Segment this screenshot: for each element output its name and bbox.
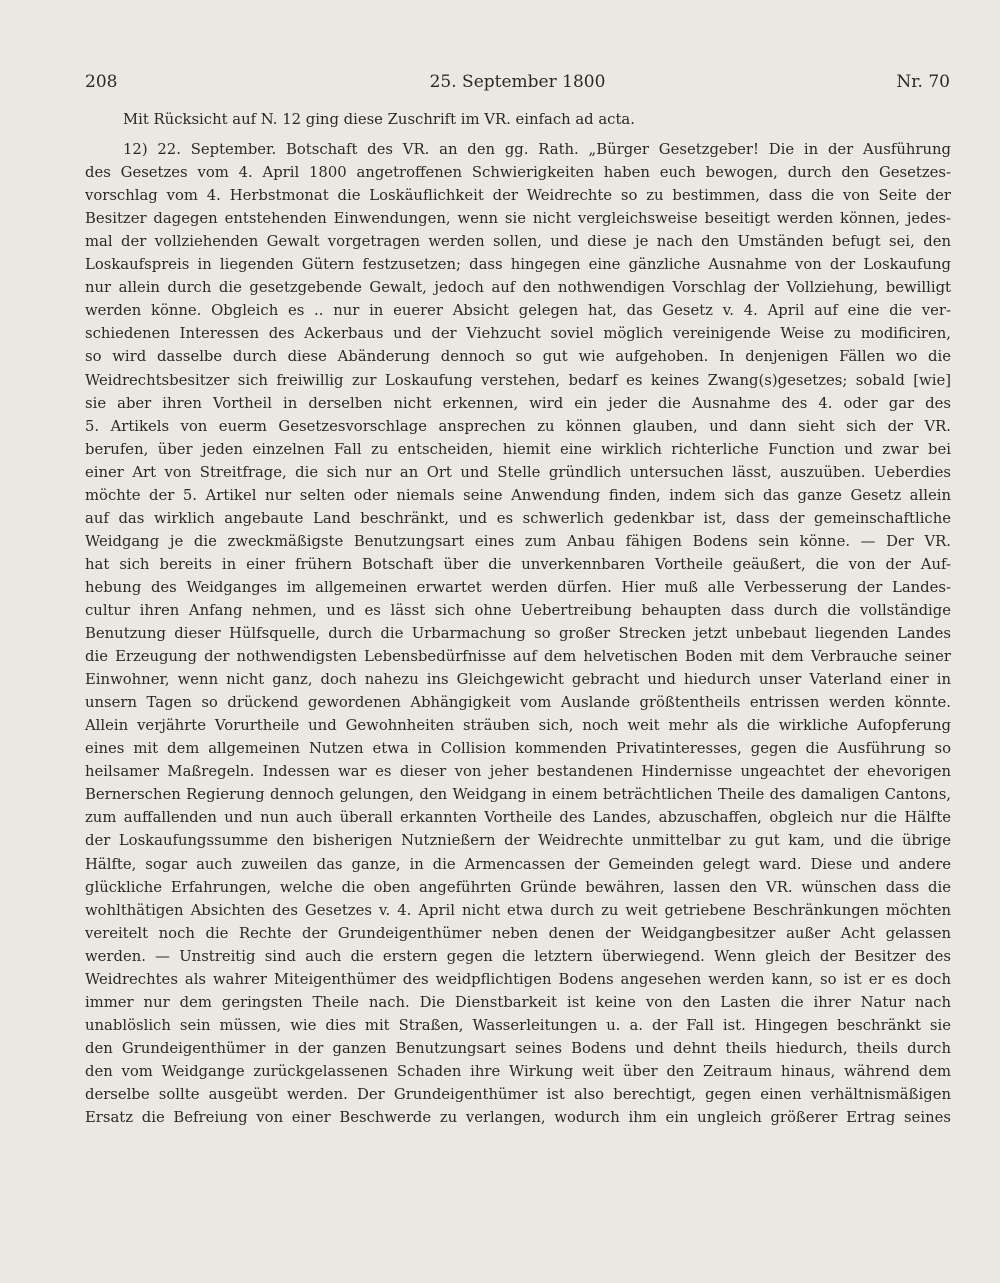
text-line: den Grundeigenthümer in der ganzen Benutzungsart seines Bodens und dehnt theils hiedurch, theils durch xyxy=(85,1039,951,1057)
message-paragraph xyxy=(85,138,951,1129)
text-line: nur allein durch die gesetzgebende Gewalt, jedoch auf den nothwendigen Vorschlag der Vollziehung, bewilligt xyxy=(85,279,951,297)
text-line: 5. Artikels von euerm Gesetzesvorschlage ansprechen zu können glauben, und dann sieht sich der VR. xyxy=(85,417,951,435)
text-line: Benutzung dieser Hülfsquelle, durch die Urbarmachung so großer Strecken jetzt unbebaut liegenden Landes xyxy=(85,625,951,643)
text-line: die Erzeugung der nothwendigsten Lebensbedürfnisse auf dem helvetischen Boden mit dem Verbrauche seiner xyxy=(85,648,951,666)
text-line: immer nur dem geringsten Theile nach. Die Dienstbarkeit ist keine von den Lasten die ihrer Natur nach xyxy=(85,993,951,1011)
intro-paragraph: Mit Rücksicht auf N. 12 ging diese Zuschrift im VR. einfach ad acta. xyxy=(123,111,635,128)
document-body xyxy=(85,108,951,1129)
page-header xyxy=(85,72,950,98)
text-line: Weidrechtes als wahrer Miteigenthümer des weidpflichtigen Bodens angesehen werden kann, so ist er es doch xyxy=(85,970,951,988)
text-line: mal der vollziehenden Gewalt vorgetragen werden sollen, und diese je nach den Umständen befugt sei, den xyxy=(85,233,951,251)
text-line: so wird dasselbe durch diese Abänderung dennoch so gut wie aufgehoben. In denjenigen Fällen wo die xyxy=(85,348,951,366)
text-line: Weidrechtsbesitzer sich freiwillig zur Loskaufung verstehen, bedarf es keines Zwang(s)gesetzes; sobald [wie] xyxy=(85,371,951,389)
text-line: möchte der 5. Artikel nur selten oder niemals seine Anwendung finden, indem sich das ganze Gesetz allein xyxy=(85,486,951,504)
text-line: Einwohner, wenn nicht ganz, doch nahezu ins Gleichgewicht gebracht und hiedurch unser Vaterland einer in xyxy=(85,671,951,689)
text-line: der Loskaufungssumme den bisherigen Nutznießern der Weidrechte unmittelbar zu gut kam, und die übrige xyxy=(85,832,951,850)
paragraph-gap xyxy=(85,131,951,138)
text-line: eines mit dem allgemeinen Nutzen etwa in Collision kommenden Privatinteresses, gegen die Ausführung so xyxy=(85,740,951,758)
text-line: vereitelt noch die Rechte der Grundeigenthümer neben denen der Weidgangbesitzer außer Acht gelassen xyxy=(85,924,951,942)
text-line: vorschlag vom 4. Herbstmonat die Loskäuflichkeit der Weidrechte so zu bestimmen, dass die von Seite der xyxy=(85,187,951,205)
text-line: den vom Weidgange zurückgelassenen Schaden ihre Wirkung weit über den Zeitraum hinaus, während dem xyxy=(85,1062,951,1080)
text-line: heilsamer Maßregeln. Indessen war es dieser von jeher bestandenen Hindernisse ungeachtet der ehevorigen xyxy=(85,763,951,781)
text-line: des Gesetzes vom 4. April 1800 angetroffenen Schwierigkeiten haben euch bewogen, durch den Gesetzes- xyxy=(85,164,951,182)
document-number: Nr. 70 xyxy=(896,72,950,92)
text-line: Besitzer dagegen entstehenden Einwendungen, wenn sie nicht vergleichsweise beseitigt werden können, jedes- xyxy=(85,210,951,228)
text-line: hebung des Weidganges im allgemeinen erwartet werden dürfen. Hier muß alle Verbesserung der Landes- xyxy=(85,578,951,596)
text-line: Allein verjährte Vorurtheile und Gewohnheiten sträuben sich, noch weit mehr als die wirkliche Aufopferung xyxy=(85,717,951,735)
text-line: zum auffallenden und nun auch überall erkannten Vortheile des Landes, abzuschaffen, obgleich nur die Hälfte xyxy=(85,809,951,827)
text-line: derselbe sollte ausgeübt werden. Der Grundeigenthümer ist also berechtigt, gegen einen verhältnismäßigen xyxy=(85,1085,951,1103)
text-line: glückliche Erfahrungen, welche die oben angeführten Gründe bewähren, lassen den VR. wünschen dass die xyxy=(85,878,951,896)
text-line: Weidgang je die zweckmäßigste Benutzungsart eines zum Anbau fähigen Bodens sein könne. — Der VR. xyxy=(85,532,951,550)
text-line: 12) 22. September. Botschaft des VR. an den gg. Rath. „Bürger Gesetzgeber! Die in der Ausführung xyxy=(123,141,951,159)
text-line: schiedenen Interessen des Ackerbaus und der Viehzucht soviel möglich vereinigende Weise zu modificiren, xyxy=(85,325,951,343)
text-line: auf das wirklich angebaute Land beschränkt, und es schwerlich gedenkbar ist, dass der gemeinschaftliche xyxy=(85,509,951,527)
text-line: unsern Tagen so drückend gewordenen Abhängigkeit vom Auslande größtentheils entrissen werden könnte. xyxy=(85,694,951,712)
text-line: cultur ihren Anfang nehmen, und es lässt sich ohne Uebertreibung behaupten dass durch die vollständige xyxy=(85,601,951,619)
text-line: Loskaufspreis in liegenden Gütern festzusetzen; dass hingegen eine gänzliche Ausnahme von der Loskaufung xyxy=(85,256,951,274)
text-line: werden. — Unstreitig sind auch die erstern gegen die letztern überwiegend. Wenn gleich der Besitzer des xyxy=(85,947,951,965)
text-line: Bernerschen Regierung dennoch gelungen, den Weidgang in einem beträchtlichen Theile des damaligen Cantons, xyxy=(85,786,951,804)
text-line: einer Art von Streitfrage, die sich nur an Ort und Stelle gründlich untersuchen lässt, auszuüben. Ueberdies xyxy=(85,463,951,481)
text-line: wohlthätigen Absichten des Gesetzes v. 4. April nicht etwa durch zu weit getriebene Beschränkungen möchten xyxy=(85,901,951,919)
text-line: Ersatz die Befreiung von einer Beschwerde zu verlangen, wodurch ihm ein ungleich größerer Ertrag seines xyxy=(85,1109,951,1127)
text-line: Hälfte, sogar auch zuweilen das ganze, in die Armencassen der Gemeinden gelegt ward. Diese und andere xyxy=(85,855,951,873)
header-date: 25. September 1800 xyxy=(429,72,606,92)
text-line: berufen, über jeden einzelnen Fall zu entscheiden, hiemit eine wirklich richterliche Function und zwar bei xyxy=(85,440,951,458)
text-line: unablöslich sein müssen, wie dies mit Straßen, Wasserleitungen u. a. der Fall ist. Hingegen beschränkt sie xyxy=(85,1016,951,1034)
text-line: sie aber ihren Vortheil in derselben nicht erkennen, wird ein jeder die Ausnahme des 4. oder gar des xyxy=(85,394,951,412)
text-line: werden könne. Obgleich es .. nur in euerer Absicht gelegen hat, das Gesetz v. 4. April auf eine die ver- xyxy=(85,302,951,320)
text-line: hat sich bereits in einer frühern Botschaft über die unverkennbaren Vortheile geäußert, die von der Auf- xyxy=(85,555,951,573)
page-number: 208 xyxy=(85,72,118,92)
